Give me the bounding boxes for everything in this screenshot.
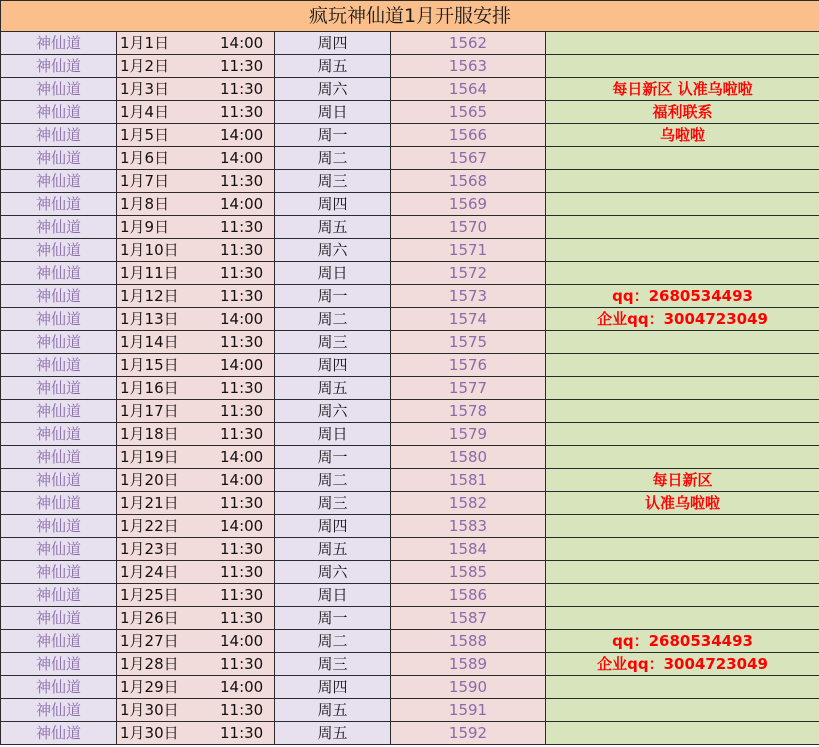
server-number-cell: 1588 <box>391 630 546 653</box>
date-text: 1月27日 <box>120 632 179 650</box>
table-row <box>1 699 819 722</box>
server-number-cell: 1591 <box>391 699 546 722</box>
weekday-cell: 周二 <box>275 469 391 492</box>
table-row <box>1 538 819 561</box>
table-row <box>1 262 819 285</box>
game-name-cell: 神仙道 <box>1 423 117 446</box>
server-number-cell: 1579 <box>391 423 546 446</box>
weekday-cell: 周二 <box>275 147 391 170</box>
date-text: 1月6日 <box>120 149 170 167</box>
date-time-cell <box>117 262 275 285</box>
game-name-cell: 神仙道 <box>1 331 117 354</box>
game-name-cell: 神仙道 <box>1 400 117 423</box>
note-cell: 每日新区 认准乌啦啦 <box>546 78 819 101</box>
server-number-cell: 1573 <box>391 285 546 308</box>
table-row <box>1 216 819 239</box>
time-text: 11:30 <box>220 103 264 121</box>
date-time-cell <box>117 78 275 101</box>
date-text: 1月21日 <box>120 494 179 512</box>
date-time-cell <box>117 584 275 607</box>
date-text: 1月5日 <box>120 126 170 144</box>
time-text: 11:30 <box>220 586 264 604</box>
date-text: 1月26日 <box>120 609 179 627</box>
note-cell <box>546 55 819 78</box>
date-time-cell <box>117 285 275 308</box>
time-text: 14:00 <box>220 126 264 144</box>
weekday-cell: 周一 <box>275 446 391 469</box>
table-row <box>1 653 819 676</box>
date-time-cell <box>117 653 275 676</box>
server-number-cell: 1571 <box>391 239 546 262</box>
time-text: 11:30 <box>220 724 264 742</box>
server-number-cell: 1577 <box>391 377 546 400</box>
time-text: 14:00 <box>220 678 264 696</box>
server-number-cell: 1564 <box>391 78 546 101</box>
server-number-cell: 1583 <box>391 515 546 538</box>
date-text: 1月4日 <box>120 103 170 121</box>
note-cell: qq：2680534493 <box>546 285 819 308</box>
date-time-cell <box>117 722 275 745</box>
weekday-cell: 周日 <box>275 262 391 285</box>
game-name-cell: 神仙道 <box>1 78 117 101</box>
note-cell <box>546 538 819 561</box>
date-text: 1月1日 <box>120 34 170 52</box>
date-time-cell <box>117 515 275 538</box>
time-text: 11:30 <box>220 701 264 719</box>
note-cell <box>546 193 819 216</box>
weekday-cell: 周五 <box>275 538 391 561</box>
time-text: 11:30 <box>220 425 264 443</box>
game-name-cell: 神仙道 <box>1 239 117 262</box>
table-row <box>1 607 819 630</box>
date-text: 1月11日 <box>120 264 179 282</box>
game-name-cell: 神仙道 <box>1 285 117 308</box>
weekday-cell: 周四 <box>275 515 391 538</box>
table-row <box>1 193 819 216</box>
note-cell <box>546 561 819 584</box>
game-name-cell: 神仙道 <box>1 147 117 170</box>
time-text: 14:00 <box>220 517 264 535</box>
date-time-cell <box>117 239 275 262</box>
date-text: 1月30日 <box>120 724 179 742</box>
server-number-cell: 1581 <box>391 469 546 492</box>
table-row <box>1 55 819 78</box>
date-text: 1月16日 <box>120 379 179 397</box>
server-number-cell: 1563 <box>391 55 546 78</box>
time-text: 11:30 <box>220 379 264 397</box>
weekday-cell: 周五 <box>275 216 391 239</box>
time-text: 14:00 <box>220 195 264 213</box>
table-row <box>1 400 819 423</box>
table-row <box>1 124 819 147</box>
server-number-cell: 1587 <box>391 607 546 630</box>
date-time-cell <box>117 32 275 55</box>
time-text: 14:00 <box>220 356 264 374</box>
date-text: 1月8日 <box>120 195 170 213</box>
table-row <box>1 308 819 331</box>
table-row <box>1 469 819 492</box>
time-text: 14:00 <box>220 310 264 328</box>
server-number-cell: 1580 <box>391 446 546 469</box>
table-row <box>1 101 819 124</box>
note-cell: 企业qq：3004723049 <box>546 653 819 676</box>
note-cell <box>546 377 819 400</box>
game-name-cell: 神仙道 <box>1 308 117 331</box>
date-time-cell <box>117 446 275 469</box>
table-row <box>1 285 819 308</box>
weekday-cell: 周三 <box>275 492 391 515</box>
date-text: 1月18日 <box>120 425 179 443</box>
weekday-cell: 周四 <box>275 676 391 699</box>
weekday-cell: 周一 <box>275 124 391 147</box>
table-row <box>1 423 819 446</box>
weekday-cell: 周五 <box>275 377 391 400</box>
game-name-cell: 神仙道 <box>1 492 117 515</box>
table-row <box>1 147 819 170</box>
time-text: 11:30 <box>220 563 264 581</box>
time-text: 11:30 <box>220 333 264 351</box>
note-cell <box>546 147 819 170</box>
weekday-cell: 周四 <box>275 354 391 377</box>
weekday-cell: 周六 <box>275 78 391 101</box>
note-cell <box>546 676 819 699</box>
server-number-cell: 1584 <box>391 538 546 561</box>
note-cell: 每日新区 <box>546 469 819 492</box>
server-number-cell: 1567 <box>391 147 546 170</box>
game-name-cell: 神仙道 <box>1 193 117 216</box>
server-number-cell: 1576 <box>391 354 546 377</box>
date-time-cell <box>117 492 275 515</box>
note-cell <box>546 331 819 354</box>
server-number-cell: 1562 <box>391 32 546 55</box>
game-name-cell: 神仙道 <box>1 170 117 193</box>
weekday-cell: 周三 <box>275 331 391 354</box>
date-time-cell <box>117 193 275 216</box>
time-text: 11:30 <box>220 494 264 512</box>
table-row <box>1 331 819 354</box>
note-cell <box>546 722 819 745</box>
table-row <box>1 446 819 469</box>
time-text: 11:30 <box>220 80 264 98</box>
date-time-cell <box>117 561 275 584</box>
server-number-cell: 1578 <box>391 400 546 423</box>
game-name-cell: 神仙道 <box>1 354 117 377</box>
note-cell <box>546 32 819 55</box>
date-text: 1月12日 <box>120 287 179 305</box>
server-number-cell: 1582 <box>391 492 546 515</box>
date-time-cell <box>117 170 275 193</box>
game-name-cell: 神仙道 <box>1 699 117 722</box>
date-text: 1月19日 <box>120 448 179 466</box>
time-text: 11:30 <box>220 402 264 420</box>
date-text: 1月30日 <box>120 701 179 719</box>
game-name-cell: 神仙道 <box>1 653 117 676</box>
game-name-cell: 神仙道 <box>1 584 117 607</box>
game-name-cell: 神仙道 <box>1 55 117 78</box>
game-name-cell: 神仙道 <box>1 124 117 147</box>
note-cell: 福利联系 <box>546 101 819 124</box>
date-text: 1月24日 <box>120 563 179 581</box>
server-number-cell: 1585 <box>391 561 546 584</box>
table-row <box>1 78 819 101</box>
date-text: 1月22日 <box>120 517 179 535</box>
game-name-cell: 神仙道 <box>1 630 117 653</box>
server-number-cell: 1572 <box>391 262 546 285</box>
note-cell <box>546 239 819 262</box>
time-text: 11:30 <box>220 57 264 75</box>
date-text: 1月10日 <box>120 241 179 259</box>
game-name-cell: 神仙道 <box>1 446 117 469</box>
server-number-cell: 1569 <box>391 193 546 216</box>
server-number-cell: 1568 <box>391 170 546 193</box>
time-text: 14:00 <box>220 149 264 167</box>
table-row <box>1 515 819 538</box>
game-name-cell: 神仙道 <box>1 262 117 285</box>
weekday-cell: 周一 <box>275 285 391 308</box>
note-cell <box>546 170 819 193</box>
weekday-cell: 周六 <box>275 239 391 262</box>
game-name-cell: 神仙道 <box>1 469 117 492</box>
weekday-cell: 周六 <box>275 400 391 423</box>
date-time-cell <box>117 423 275 446</box>
date-time-cell <box>117 308 275 331</box>
game-name-cell: 神仙道 <box>1 722 117 745</box>
note-cell: 认准乌啦啦 <box>546 492 819 515</box>
title-row <box>1 1 819 32</box>
game-name-cell: 神仙道 <box>1 515 117 538</box>
table-row <box>1 492 819 515</box>
date-time-cell <box>117 676 275 699</box>
note-cell: 企业qq：3004723049 <box>546 308 819 331</box>
time-text: 11:30 <box>220 609 264 627</box>
date-time-cell <box>117 216 275 239</box>
time-text: 11:30 <box>220 264 264 282</box>
date-text: 1月9日 <box>120 218 170 236</box>
time-text: 14:00 <box>220 34 264 52</box>
table-row <box>1 239 819 262</box>
date-time-cell <box>117 699 275 722</box>
server-number-cell: 1575 <box>391 331 546 354</box>
date-text: 1月7日 <box>120 172 170 190</box>
date-time-cell <box>117 400 275 423</box>
date-text: 1月20日 <box>120 471 179 489</box>
time-text: 11:30 <box>220 172 264 190</box>
date-text: 1月14日 <box>120 333 179 351</box>
time-text: 14:00 <box>220 448 264 466</box>
note-cell <box>546 607 819 630</box>
weekday-cell: 周三 <box>275 653 391 676</box>
weekday-cell: 周五 <box>275 55 391 78</box>
date-text: 1月29日 <box>120 678 179 696</box>
note-cell <box>546 400 819 423</box>
server-number-cell: 1589 <box>391 653 546 676</box>
table-row <box>1 676 819 699</box>
weekday-cell: 周日 <box>275 423 391 446</box>
table-row <box>1 722 819 745</box>
date-time-cell <box>117 147 275 170</box>
time-text: 14:00 <box>220 632 264 650</box>
weekday-cell: 周三 <box>275 170 391 193</box>
time-text: 14:00 <box>220 471 264 489</box>
date-time-cell <box>117 124 275 147</box>
game-name-cell: 神仙道 <box>1 676 117 699</box>
date-time-cell <box>117 538 275 561</box>
date-text: 1月3日 <box>120 80 170 98</box>
sheet-title: 疯玩神仙道1月开服安排 <box>1 1 819 32</box>
note-cell <box>546 216 819 239</box>
server-number-cell: 1574 <box>391 308 546 331</box>
date-text: 1月23日 <box>120 540 179 558</box>
note-cell: qq：2680534493 <box>546 630 819 653</box>
date-text: 1月17日 <box>120 402 179 420</box>
weekday-cell: 周五 <box>275 722 391 745</box>
table-row <box>1 561 819 584</box>
game-name-cell: 神仙道 <box>1 101 117 124</box>
date-time-cell <box>117 55 275 78</box>
note-cell <box>546 446 819 469</box>
server-number-cell: 1592 <box>391 722 546 745</box>
table-row <box>1 584 819 607</box>
date-time-cell <box>117 377 275 400</box>
date-time-cell <box>117 354 275 377</box>
weekday-cell: 周日 <box>275 584 391 607</box>
server-number-cell: 1586 <box>391 584 546 607</box>
game-name-cell: 神仙道 <box>1 538 117 561</box>
date-text: 1月2日 <box>120 57 170 75</box>
note-cell <box>546 584 819 607</box>
table-row <box>1 354 819 377</box>
server-number-cell: 1565 <box>391 101 546 124</box>
date-time-cell <box>117 101 275 124</box>
date-text: 1月13日 <box>120 310 179 328</box>
table-row <box>1 32 819 55</box>
note-cell <box>546 699 819 722</box>
note-cell <box>546 354 819 377</box>
game-name-cell: 神仙道 <box>1 377 117 400</box>
server-number-cell: 1590 <box>391 676 546 699</box>
date-time-cell <box>117 630 275 653</box>
note-cell <box>546 262 819 285</box>
time-text: 11:30 <box>220 287 264 305</box>
weekday-cell: 周四 <box>275 193 391 216</box>
table-row <box>1 630 819 653</box>
game-name-cell: 神仙道 <box>1 216 117 239</box>
weekday-cell: 周日 <box>275 101 391 124</box>
date-text: 1月28日 <box>120 655 179 673</box>
date-time-cell <box>117 469 275 492</box>
table-row <box>1 377 819 400</box>
note-cell <box>546 515 819 538</box>
time-text: 11:30 <box>220 655 264 673</box>
date-text: 1月15日 <box>120 356 179 374</box>
server-number-cell: 1570 <box>391 216 546 239</box>
game-name-cell: 神仙道 <box>1 32 117 55</box>
weekday-cell: 周六 <box>275 561 391 584</box>
weekday-cell: 周二 <box>275 630 391 653</box>
game-name-cell: 神仙道 <box>1 607 117 630</box>
table-row <box>1 170 819 193</box>
weekday-cell: 周五 <box>275 699 391 722</box>
weekday-cell: 周四 <box>275 32 391 55</box>
note-cell: 乌啦啦 <box>546 124 819 147</box>
time-text: 11:30 <box>220 218 264 236</box>
date-text: 1月25日 <box>120 586 179 604</box>
time-text: 11:30 <box>220 540 264 558</box>
date-time-cell <box>117 331 275 354</box>
date-time-cell <box>117 607 275 630</box>
weekday-cell: 周一 <box>275 607 391 630</box>
game-name-cell: 神仙道 <box>1 561 117 584</box>
server-number-cell: 1566 <box>391 124 546 147</box>
note-cell <box>546 423 819 446</box>
time-text: 11:30 <box>220 241 264 259</box>
weekday-cell: 周二 <box>275 308 391 331</box>
